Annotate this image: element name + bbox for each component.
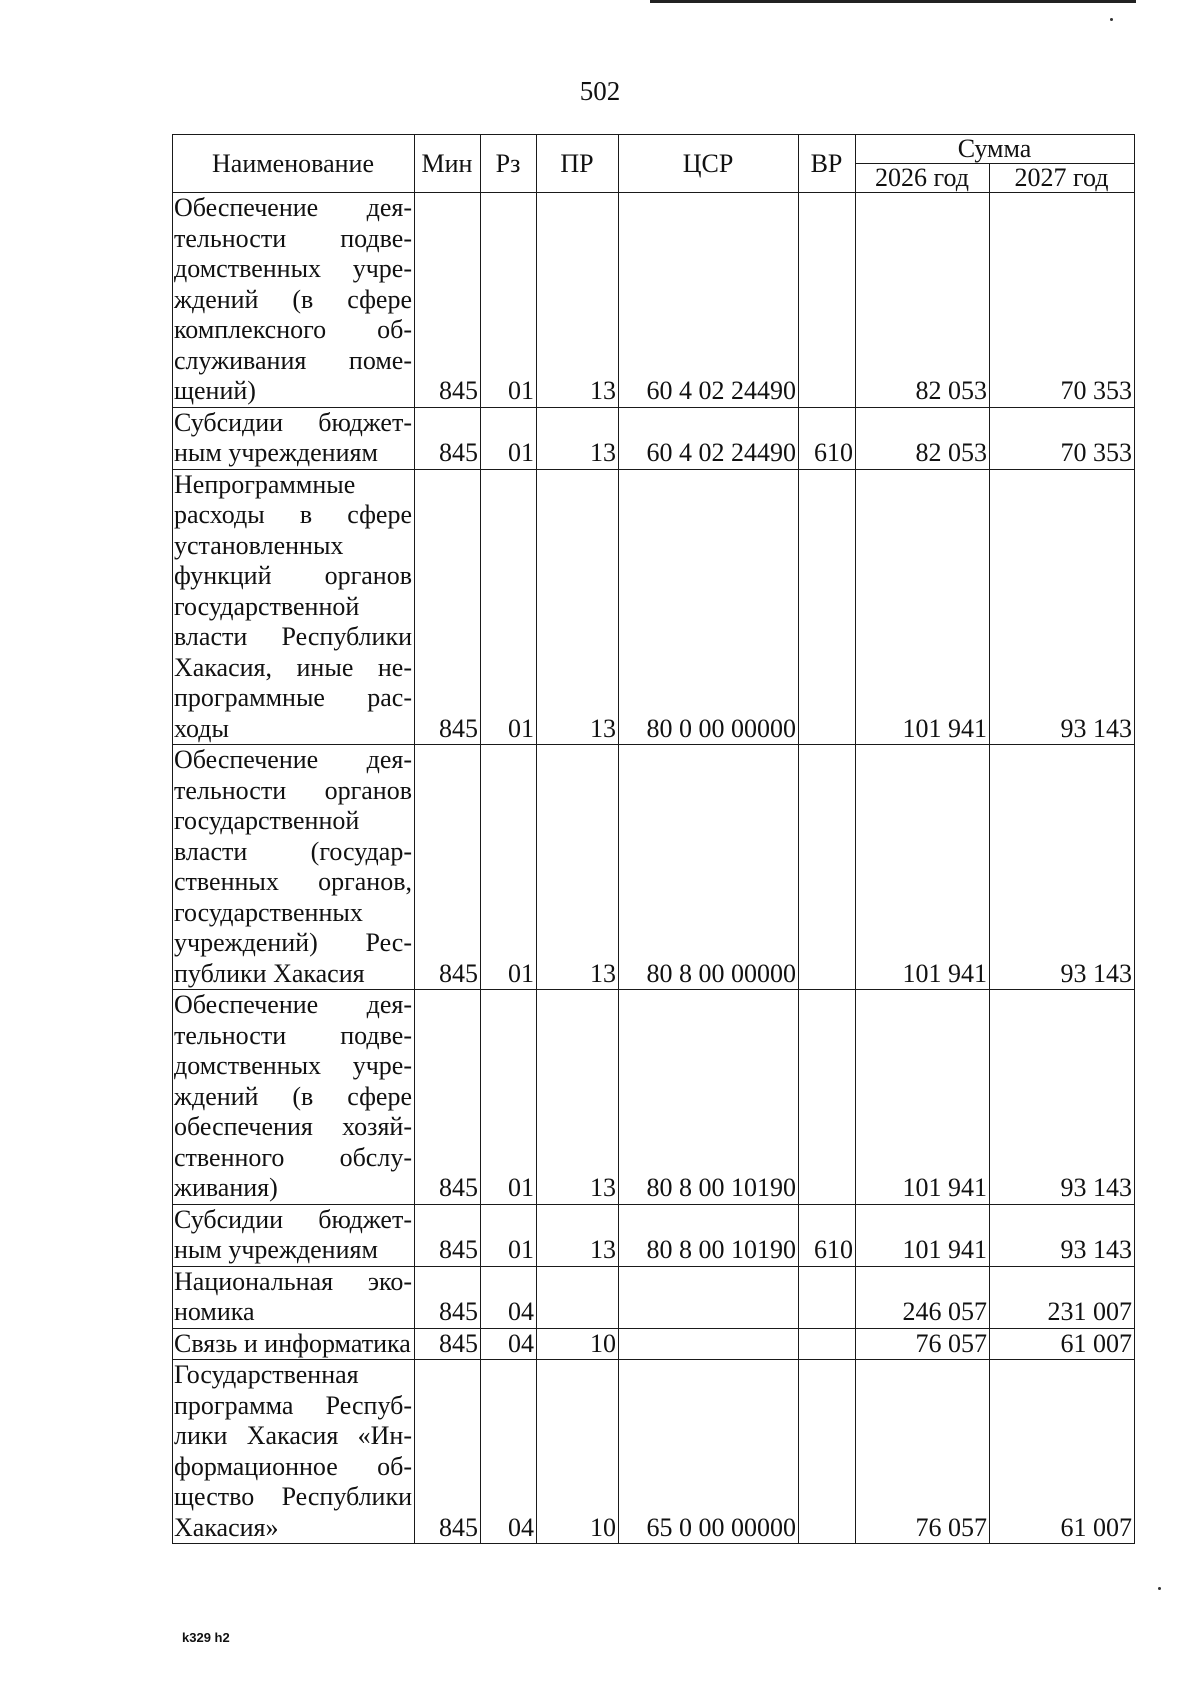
header-csr: ЦСР <box>619 135 799 193</box>
cell-pr: 13 <box>537 469 619 745</box>
cell-name: Субсидии бюджетным учреждениям <box>173 1204 415 1266</box>
cell-name: Обеспечение деятельности подведомственных учреждений (в сфере обеспечения хозяйственного обслуживания) <box>173 990 415 1205</box>
cell-pr: 10 <box>537 1360 619 1544</box>
table-body <box>173 193 1135 1544</box>
cell-rz: 01 <box>481 469 537 745</box>
cell-sum-2027: 93 143 <box>990 990 1135 1205</box>
budget-table <box>172 134 1135 1544</box>
header-year-2026: 2026 год <box>856 164 990 193</box>
cell-pr: 13 <box>537 1204 619 1266</box>
cell-csr: 65 0 00 00000 <box>619 1360 799 1544</box>
cell-sum-2026: 82 053 <box>856 193 990 408</box>
scan-speck <box>1158 1587 1161 1590</box>
cell-pr: 10 <box>537 1328 619 1360</box>
header-min: Мин <box>415 135 481 193</box>
cell-vr <box>799 469 856 745</box>
cell-sum-2026: 76 057 <box>856 1360 990 1544</box>
table-row <box>173 469 1135 745</box>
cell-min: 845 <box>415 1266 481 1328</box>
cell-sum-2027: 93 143 <box>990 745 1135 990</box>
cell-min: 845 <box>415 1360 481 1544</box>
cell-pr: 13 <box>537 193 619 408</box>
cell-csr: 80 8 00 00000 <box>619 745 799 990</box>
cell-min: 845 <box>415 193 481 408</box>
header-rz: Рз <box>481 135 537 193</box>
cell-csr: 80 0 00 00000 <box>619 469 799 745</box>
cell-rz: 04 <box>481 1328 537 1360</box>
table-row <box>173 990 1135 1205</box>
cell-csr: 80 8 00 10190 <box>619 990 799 1205</box>
cell-min: 845 <box>415 469 481 745</box>
cell-name: Государственная программа Республики Хакасия «Информационное общество Республики Хакасия» <box>173 1360 415 1544</box>
cell-min: 845 <box>415 1204 481 1266</box>
cell-csr: 60 4 02 24490 <box>619 193 799 408</box>
cell-min: 845 <box>415 407 481 469</box>
cell-vr <box>799 1360 856 1544</box>
cell-sum-2027: 61 007 <box>990 1328 1135 1360</box>
cell-rz: 01 <box>481 745 537 990</box>
cell-vr <box>799 745 856 990</box>
table-header <box>173 135 1135 193</box>
cell-rz: 04 <box>481 1360 537 1544</box>
cell-sum-2027: 70 353 <box>990 407 1135 469</box>
cell-pr: 13 <box>537 745 619 990</box>
header-name: Наименование <box>173 135 415 193</box>
cell-vr <box>799 990 856 1205</box>
cell-vr: 610 <box>799 407 856 469</box>
table-row <box>173 745 1135 990</box>
table-row <box>173 1266 1135 1328</box>
scan-speck <box>1110 18 1113 21</box>
cell-csr: 80 8 00 10190 <box>619 1204 799 1266</box>
cell-rz: 01 <box>481 407 537 469</box>
cell-vr <box>799 193 856 408</box>
page-number: 502 <box>579 76 621 106</box>
footer-code: k329 h2 <box>182 1630 230 1645</box>
table-row <box>173 193 1135 408</box>
cell-pr <box>537 1266 619 1328</box>
cell-sum-2027: 61 007 <box>990 1360 1135 1544</box>
cell-rz: 04 <box>481 1266 537 1328</box>
cell-sum-2026: 76 057 <box>856 1328 990 1360</box>
cell-csr: 60 4 02 24490 <box>619 407 799 469</box>
cell-sum-2026: 246 057 <box>856 1266 990 1328</box>
header-pr: ПР <box>537 135 619 193</box>
cell-sum-2027: 70 353 <box>990 193 1135 408</box>
cell-sum-2027: 231 007 <box>990 1266 1135 1328</box>
cell-rz: 01 <box>481 193 537 408</box>
cell-name: Непрограммные расходы в сфере установленных функций органов государственной власти Республики Хакасия, иные непрограммные расходы <box>173 469 415 745</box>
table-row <box>173 1204 1135 1266</box>
cell-sum-2027: 93 143 <box>990 469 1135 745</box>
table-row <box>173 1328 1135 1360</box>
cell-vr <box>799 1266 856 1328</box>
cell-name: Обеспечение деятельности подведомственных учреждений (в сфере комплексного обслуживания помещений) <box>173 193 415 408</box>
cell-sum-2027: 93 143 <box>990 1204 1135 1266</box>
cell-min: 845 <box>415 1328 481 1360</box>
cell-pr: 13 <box>537 990 619 1205</box>
cell-name: Обеспечение деятельности органов государственной власти (государственных органов, государственных учреждений) Республики Хакасия <box>173 745 415 990</box>
cell-min: 845 <box>415 745 481 990</box>
cell-vr: 610 <box>799 1204 856 1266</box>
cell-csr <box>619 1328 799 1360</box>
cell-rz: 01 <box>481 990 537 1205</box>
header-sum: Сумма <box>856 135 1135 164</box>
cell-name: Национальная экономика <box>173 1266 415 1328</box>
table-row <box>173 1360 1135 1544</box>
header-year-2027: 2027 год <box>990 164 1135 193</box>
cell-sum-2026: 101 941 <box>856 990 990 1205</box>
cell-rz: 01 <box>481 1204 537 1266</box>
cell-min: 845 <box>415 990 481 1205</box>
cell-sum-2026: 101 941 <box>856 469 990 745</box>
cell-vr <box>799 1328 856 1360</box>
cell-sum-2026: 82 053 <box>856 407 990 469</box>
table-row <box>173 407 1135 469</box>
header-vr: ВР <box>799 135 856 193</box>
cell-name: Субсидии бюджетным учреждениям <box>173 407 415 469</box>
top-edge-rule <box>650 0 1136 3</box>
cell-sum-2026: 101 941 <box>856 745 990 990</box>
cell-name: Связь и информатика <box>173 1328 415 1360</box>
cell-sum-2026: 101 941 <box>856 1204 990 1266</box>
cell-pr: 13 <box>537 407 619 469</box>
cell-csr <box>619 1266 799 1328</box>
